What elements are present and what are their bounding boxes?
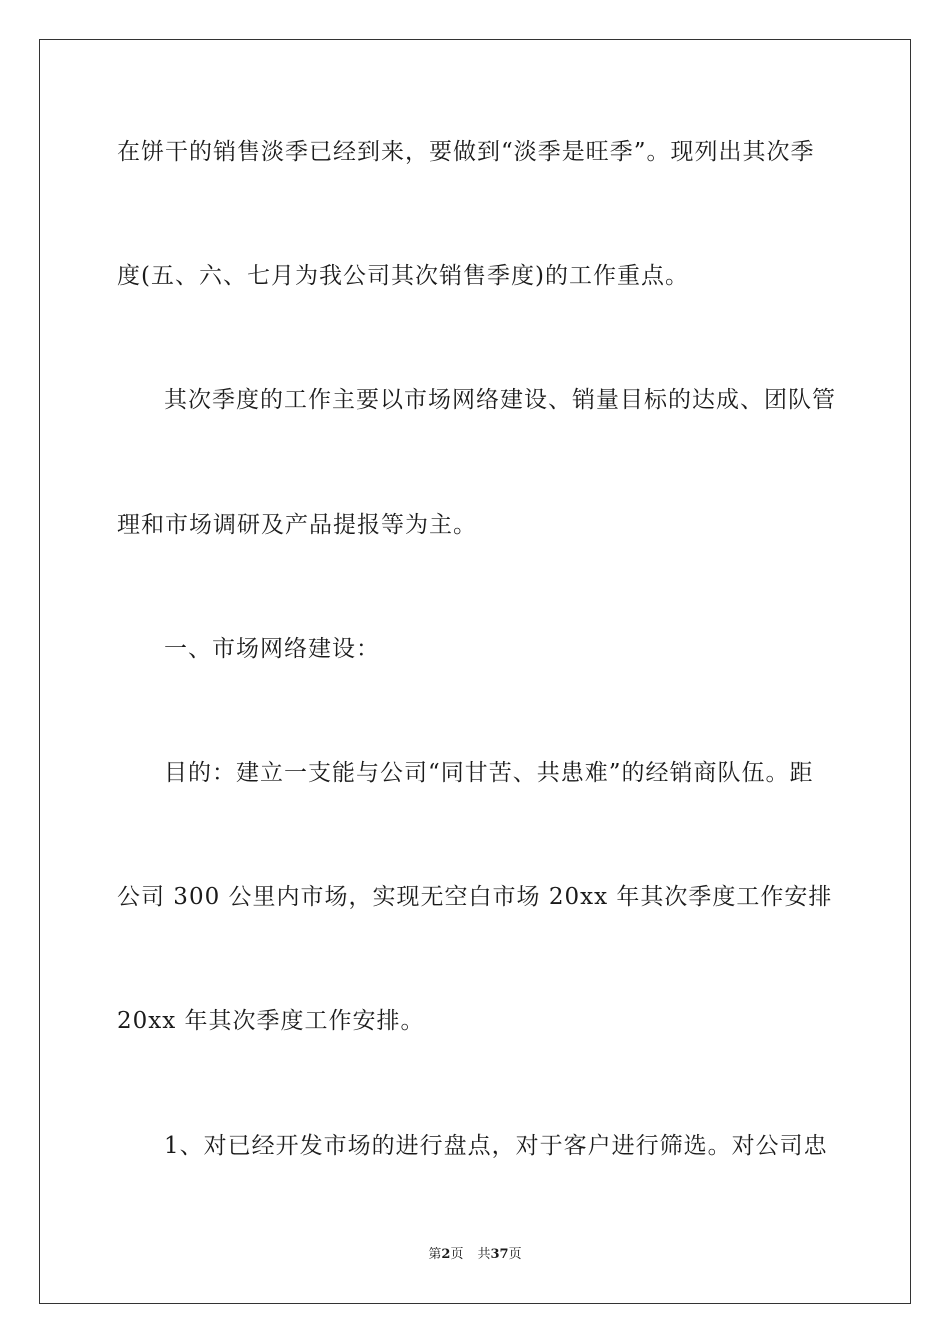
text-line-9: 1、对已经开发市场的进行盘点，对于客户进行筛选。对公司忠 <box>164 1133 828 1159</box>
total-pages: 37 <box>490 1247 509 1262</box>
page-suffix: 页 <box>450 1247 464 1262</box>
text-line-4: 理和市场调研及产品提报等为主。 <box>117 512 477 538</box>
text-line-6: 目的：建立一支能与公司“同甘苦、共患难”的经销商队伍。距 <box>164 760 814 786</box>
text-line-1: 在饼干的销售淡季已经到来，要做到“淡季是旺季”。现列出其次季 <box>117 139 815 165</box>
text-line-8: 20xx 年其次季度工作安排。 <box>117 1008 425 1034</box>
page-border <box>39 39 911 1304</box>
text-line-2: 度(五、六、七月为我公司其次销售季度)的工作重点。 <box>117 263 689 289</box>
text-line-3: 其次季度的工作主要以市场网络建设、销量目标的达成、团队管 <box>164 387 836 413</box>
total-suffix: 页 <box>508 1247 522 1262</box>
page-prefix: 第 <box>428 1247 442 1262</box>
total-prefix: 共 <box>477 1247 491 1262</box>
text-line-7: 公司 300 公里内市场，实现无空白市场 20xx 年其次季度工作安排 <box>117 884 833 910</box>
page-footer <box>0 1246 950 1264</box>
page-number: 2 <box>441 1247 451 1262</box>
section-heading: 一、市场网络建设： <box>164 636 380 662</box>
